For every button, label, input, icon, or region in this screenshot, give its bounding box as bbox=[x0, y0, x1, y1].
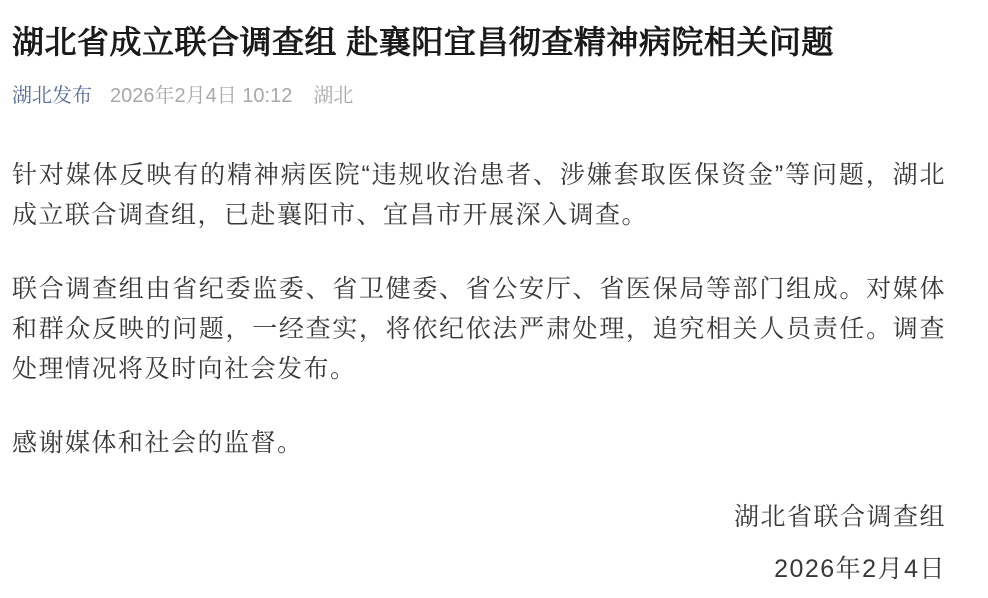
article-body bbox=[12, 155, 946, 589]
body-paragraph: 感谢媒体和社会的监督。 bbox=[12, 429, 304, 457]
body-paragraph: 联合调查组由省纪委监委、省卫健委、省公安厅、省医保局等部门组成。对媒体和群众反映的问题，一经查实，将依纪依法严肃处理，追究相关人员责任。调查处理情况将及时向社会发布。 bbox=[12, 275, 946, 383]
signature-org: 湖北省联合调查组 bbox=[733, 503, 946, 531]
body-paragraph: 针对媒体反映有的精神病医院“违规收治患者、涉嫌套取医保资金”等问题，湖北成立联合调查组，已赴襄阳市、宜昌市开展深入调查。 bbox=[12, 161, 946, 229]
publish-time: 2026年2月4日 10:12 bbox=[110, 85, 293, 107]
account-name-link[interactable]: 湖北发布 bbox=[12, 85, 92, 107]
publish-location: 湖北 bbox=[313, 85, 354, 107]
article-title: 湖北省成立联合调查组 赴襄阳宜昌彻查精神病院相关问题 bbox=[12, 24, 834, 60]
signature-date: 2026年2月4日 bbox=[774, 555, 946, 583]
byline bbox=[12, 82, 946, 110]
signature-block bbox=[12, 497, 946, 589]
